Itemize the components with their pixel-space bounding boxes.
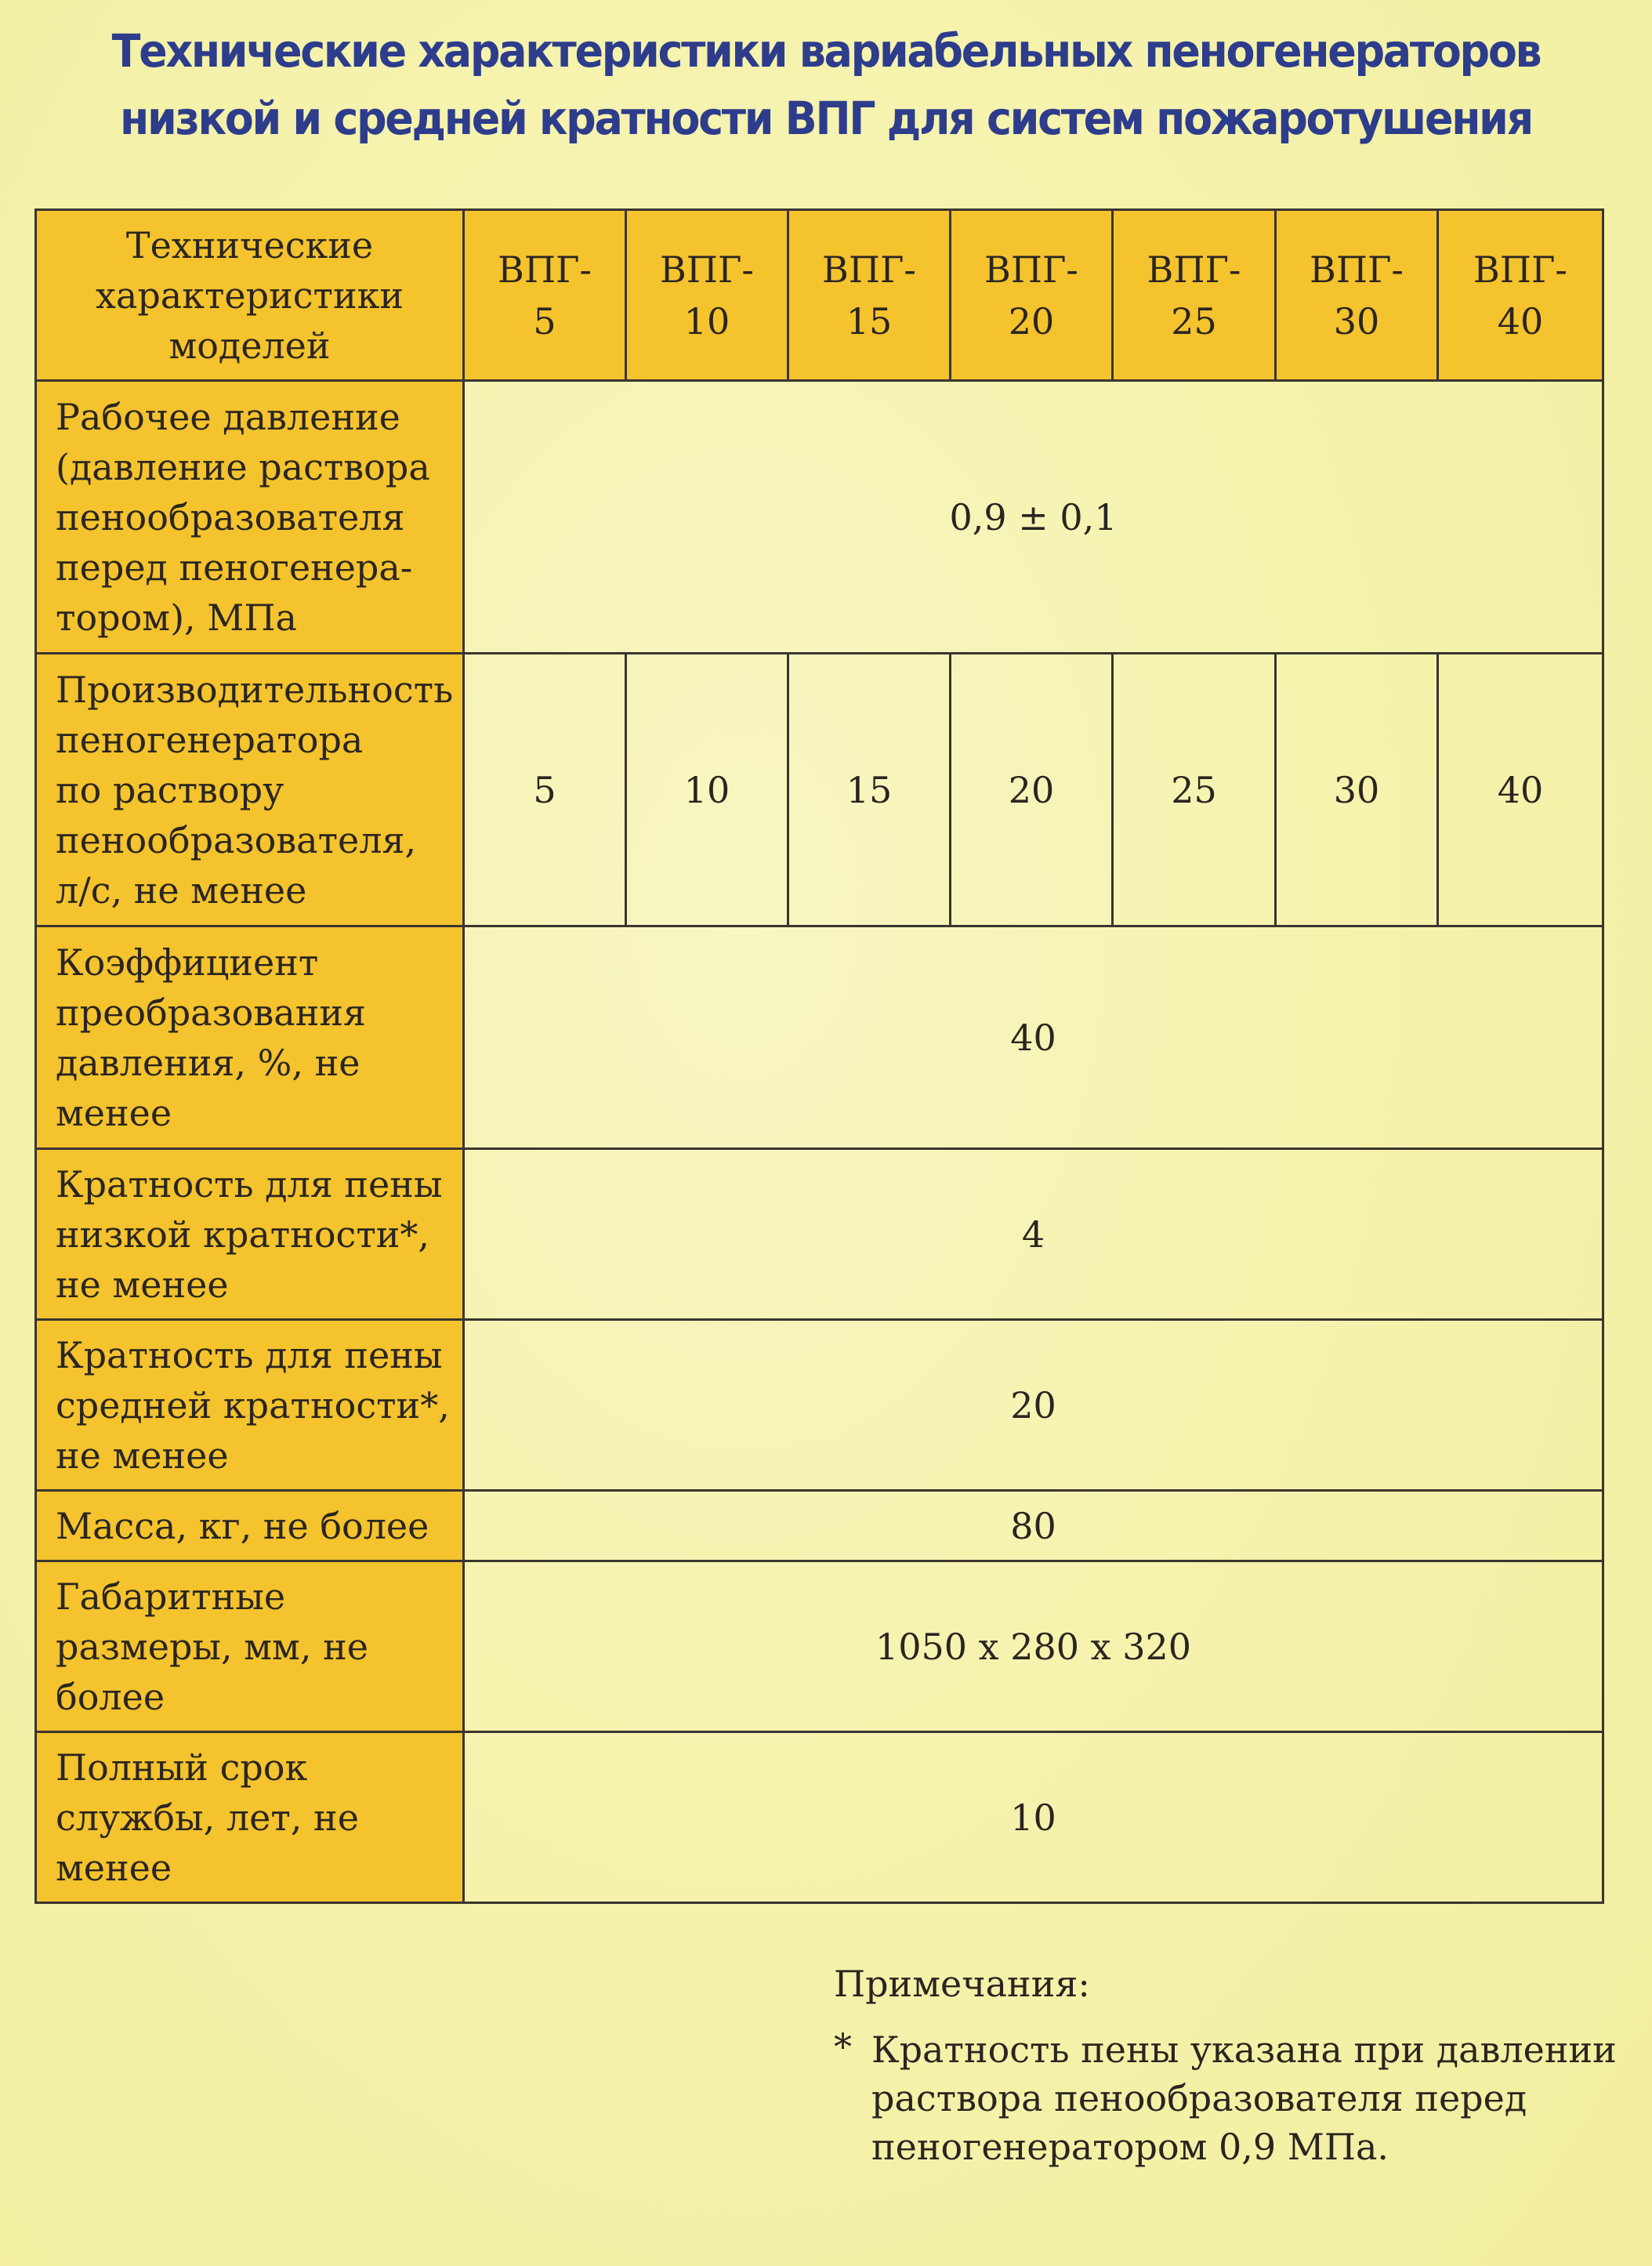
table-row-capacity: [36, 654, 1603, 926]
model-header-vpg-25: [1113, 210, 1276, 381]
model-number: 10: [683, 299, 730, 343]
notes-heading: Примечания:: [834, 1963, 1090, 2005]
label-line: л/с, не менее: [56, 868, 307, 912]
title-line-2: низкой и средней кратности ВПГ для систем пожаротушения: [120, 92, 1532, 145]
table-row-dimensions: [36, 1561, 1603, 1732]
row-label-service-life: [36, 1732, 464, 1903]
label-line: Полный срок: [56, 1746, 308, 1789]
value-service-life: 10: [464, 1732, 1603, 1903]
label-line: Масса, кг, не более: [56, 1504, 429, 1547]
model-prefix: ВПГ-: [498, 248, 592, 291]
label-line: менее: [56, 1846, 172, 1889]
label-line: Производительность: [56, 668, 454, 711]
model-number: 20: [1008, 299, 1055, 343]
note-line: раствора пенообразователя перед: [871, 2077, 1527, 2119]
model-header-vpg-5: [464, 210, 626, 381]
label-line: Рабочее давление: [56, 395, 400, 438]
model-prefix: ВПГ-: [660, 248, 754, 291]
label-line: перед пеногенера-: [56, 546, 413, 589]
label-line: низкой кратности*,: [56, 1213, 430, 1256]
label-line: пенообразователя,: [56, 818, 417, 861]
page-title: [58, 17, 1594, 152]
label-line: размеры, мм, не: [56, 1625, 368, 1668]
table-row-mass: [36, 1491, 1603, 1561]
value-coefficient: 40: [464, 926, 1603, 1149]
value-mass: 80: [464, 1491, 1603, 1561]
row-label-capacity: [36, 654, 464, 926]
model-prefix: ВПГ-: [1473, 248, 1567, 291]
row-label-dimensions: [36, 1561, 464, 1732]
label-line: тором), МПа: [56, 596, 297, 639]
row-label-mass: [36, 1491, 464, 1561]
table-row-service-life: [36, 1732, 1603, 1903]
note-asterisk: *: [834, 2025, 852, 2068]
model-number: 5: [533, 299, 556, 343]
model-prefix: ВПГ-: [822, 248, 916, 291]
note-line: пеногенератором 0,9 МПа.: [871, 2126, 1389, 2168]
model-prefix: ВПГ-: [1310, 248, 1404, 291]
table-row-pressure: [36, 381, 1603, 654]
model-header-vpg-30: [1276, 210, 1438, 381]
model-number: 30: [1333, 299, 1380, 343]
label-line: Кратность для пены: [56, 1333, 443, 1376]
note-item: [834, 2025, 1618, 2171]
label-line: по раствору: [56, 768, 284, 811]
label-line: пенообразователя: [56, 495, 405, 538]
capacity-value-vpg-25: 25: [1113, 654, 1276, 926]
label-line: (давление раствора: [56, 445, 430, 488]
capacity-value-vpg-20: 20: [951, 654, 1113, 926]
model-number: 15: [846, 299, 893, 343]
table-header-row: [36, 210, 1603, 381]
notes-section: [834, 1960, 1618, 2171]
capacity-value-vpg-10: 10: [626, 654, 788, 926]
row-label-pressure: [36, 381, 464, 654]
title-line-1: Технические характеристики вариабельных пеногенераторов: [111, 24, 1541, 78]
capacity-value-vpg-40: 40: [1438, 654, 1603, 926]
label-line: средней кратности*,: [56, 1383, 450, 1427]
capacity-value-vpg-30: 30: [1276, 654, 1438, 926]
label-line: Коэффициент: [56, 941, 319, 984]
capacity-value-vpg-5: 5: [464, 654, 626, 926]
label-line: Кратность для пены: [56, 1162, 443, 1206]
table-row-low-ratio: [36, 1149, 1603, 1320]
label-line: не менее: [56, 1263, 229, 1306]
model-number: 40: [1497, 299, 1544, 343]
model-header-vpg-20: [951, 210, 1113, 381]
label-line: преобразования: [56, 991, 367, 1034]
label-line: более: [56, 1675, 165, 1718]
label-line: пеногенератора: [56, 718, 364, 761]
value-pressure: 0,9 ± 0,1: [464, 381, 1603, 654]
model-header-vpg-15: [788, 210, 951, 381]
model-prefix: ВПГ-: [984, 248, 1078, 291]
row-label-low-ratio: [36, 1149, 464, 1320]
header-label-line: Технические: [125, 223, 374, 266]
label-line: службы, лет, не: [56, 1796, 359, 1839]
note-line: Кратность пены указана при давлении: [871, 2029, 1617, 2071]
header-label-line: характеристики: [95, 274, 404, 317]
label-line: менее: [56, 1091, 172, 1134]
model-prefix: ВПГ-: [1147, 248, 1241, 291]
model-header-vpg-10: [626, 210, 788, 381]
value-dimensions: 1050 x 280 x 320: [464, 1561, 1603, 1732]
table-row-coefficient: [36, 926, 1603, 1149]
specifications-table: [34, 208, 1604, 1904]
model-number: 25: [1171, 299, 1217, 343]
label-line: не менее: [56, 1434, 229, 1477]
value-medium-ratio: 20: [464, 1320, 1603, 1491]
model-header-vpg-40: [1438, 210, 1603, 381]
table-row-medium-ratio: [36, 1320, 1603, 1491]
value-low-ratio: 4: [464, 1149, 1603, 1320]
row-label-coefficient: [36, 926, 464, 1149]
header-label-cell: [36, 210, 464, 381]
label-line: давления, %, не: [56, 1041, 360, 1084]
label-line: Габаритные: [56, 1575, 286, 1618]
capacity-value-vpg-15: 15: [788, 654, 951, 926]
header-label-line: моделей: [168, 324, 331, 367]
row-label-medium-ratio: [36, 1320, 464, 1491]
